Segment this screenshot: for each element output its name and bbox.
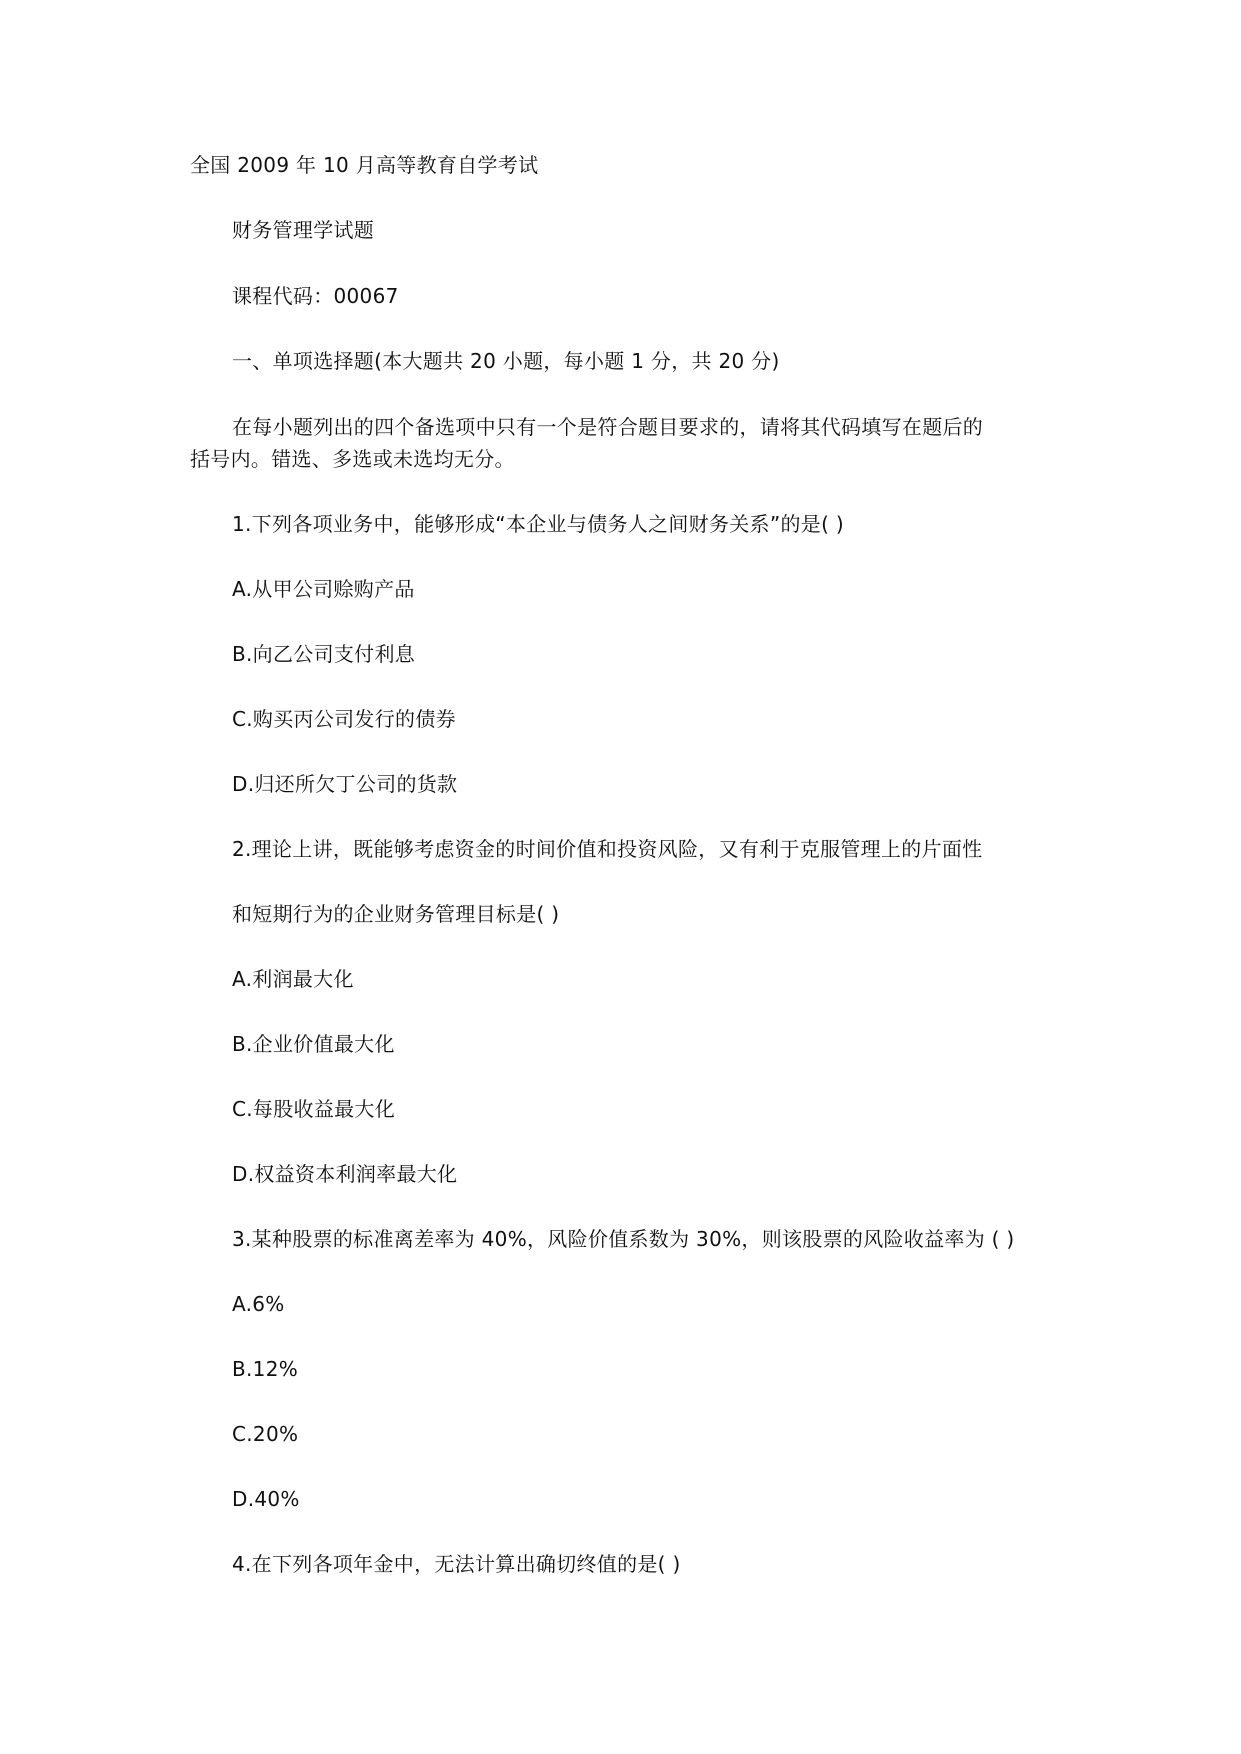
- instruction-line-1: 在每小题列出的四个备选项中只有一个是符合题目要求的，请将其代码填写在题后的: [232, 415, 984, 439]
- question-2-option-b: B.企业价值最大化: [232, 1032, 395, 1056]
- question-3-option-d: D.40%: [232, 1487, 300, 1511]
- exam-title: 全国 2009 年 10 月高等教育自学考试: [190, 153, 539, 177]
- question-2-option-d: D.权益资本利润率最大化: [232, 1162, 458, 1186]
- question-2-stem-continued: 和短期行为的企业财务管理目标是( ): [232, 902, 560, 926]
- question-3-option-c: C.20%: [232, 1422, 299, 1446]
- section-heading: 一、单项选择题(本大题共 20 小题，每小题 1 分，共 20 分): [232, 349, 780, 373]
- question-2-option-c: C.每股收益最大化: [232, 1097, 396, 1121]
- question-3-stem: 3.某种股票的标准离差率为 40%，风险价值系数为 30%，则该股票的风险收益率为 ( ): [232, 1227, 1015, 1251]
- question-1-stem: 1.下列各项业务中，能够形成“本企业与债务人之间财务关系”的是( ): [232, 512, 844, 536]
- question-1-option-b: B.向乙公司支付利息: [232, 642, 416, 666]
- instruction-line-2: 括号内。错选、多选或未选均无分。: [190, 447, 515, 471]
- question-3-option-b: B.12%: [232, 1357, 299, 1381]
- question-1-option-a: A.从甲公司赊购产品: [232, 577, 415, 601]
- question-1-option-d: D.归还所欠丁公司的货款: [232, 772, 458, 796]
- subject-title: 财务管理学试题: [232, 218, 375, 242]
- question-4-stem: 4.在下列各项年金中，无法计算出确切终值的是( ): [232, 1552, 681, 1576]
- course-code: 课程代码：00067: [232, 284, 399, 308]
- question-1-option-c: C.购买丙公司发行的债券: [232, 707, 456, 731]
- question-3-option-a: A.6%: [232, 1292, 285, 1316]
- question-2-stem: 2.理论上讲，既能够考虑资金的时间价值和投资风险，又有利于克服管理上的片面性: [232, 837, 983, 861]
- question-2-option-a: A.利润最大化: [232, 967, 354, 991]
